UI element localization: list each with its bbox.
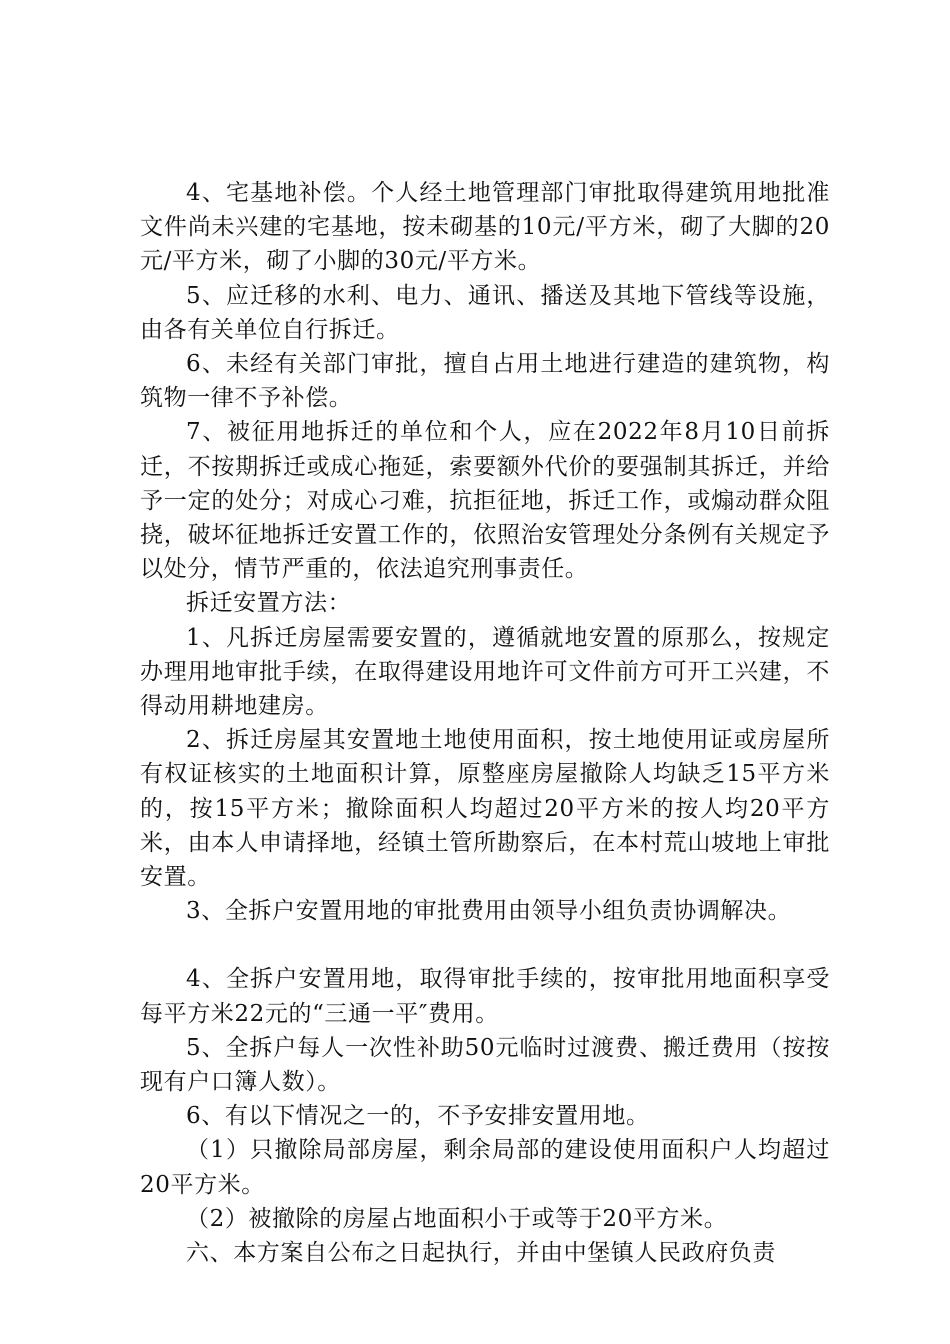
paragraph-demolition-deadline: 7、被征用地拆迁的单位和个人，应在2022年8月10日前拆迁，不按期拆迁或成心拖延，索要额外代价的要强制其拆迁，并给予一定的处分；对成心刁难，抗拒征地，拆迁工作，或煽动群众阻挠，破坏征地拆迁安置工作的，依照治安管理处分条例有关规定予以处分，情节严重的，依法追究刑事责任。 bbox=[140, 419, 830, 583]
paragraph-unauthorized-buildings: 6、未经有关部门审批，擅自占用土地进行建造的建筑物，构筑物一律不予补偿。 bbox=[140, 351, 830, 412]
paragraph-homestead-compensation: 4、宅基地补偿。个人经土地管理部门审批取得建筑用地批准文件尚未兴建的宅基地，按未砌基的10元/平方米，砌了大脚的20元/平方米，砌了小脚的30元/平方米。 bbox=[140, 180, 830, 275]
document-body bbox=[140, 176, 830, 1270]
paragraph-resettlement-6: 6、有以下情况之一的，不予安排安置用地。 bbox=[186, 1103, 650, 1130]
paragraph-resettlement-4: 4、全拆户安置用地，取得审批手续的，按审批用地面积享受每平方米22元的“三通一平″费用。 bbox=[140, 966, 830, 1027]
paragraph-resettlement-2: 2、拆迁房屋其安置地土地使用面积，按土地使用证或房屋所有权证核实的土地面积计算，原整座房屋撤除人均缺乏15平方米的，按15平方米；撤除面积人均超过20平方米的按人均20平方米，由本人申请择地，经镇土管所勘察后，在本村荒山坡地上审批安置。 bbox=[140, 727, 830, 891]
paragraph-resettlement-5: 5、全拆户每人一次性补助50元临时过渡费、搬迁费用（按按现有户口簿人数）。 bbox=[140, 1034, 830, 1096]
paragraph-section-six: 六、本方案自公布之日起执行，并由中堡镇人民政府负责 bbox=[186, 1240, 776, 1267]
paragraph-resettlement-1: 1、凡拆迁房屋需要安置的，遵循就地安置的原那么，按规定办理用地审批手续，在取得建设用地许可文件前方可开工兴建，不得动用耕地建房。 bbox=[140, 624, 830, 720]
section-heading-resettlement: 拆迁安置方法： bbox=[186, 590, 352, 617]
paragraph-exception-1: （1）只撤除局部房屋，剩余局部的建设使用面积户人均超过20平方米。 bbox=[140, 1137, 830, 1198]
paragraph-exception-2: （2）被撤除的房屋占地面积小于或等于20平方米。 bbox=[186, 1205, 728, 1232]
paragraph-facility-relocation: 5、应迁移的水利、电力、通讯、播送及其地下管线等设施，由各有关单位自行拆迁。 bbox=[140, 282, 830, 343]
paragraph-resettlement-3: 3、全拆户安置用地的审批费用由领导小组负责协调解决。 bbox=[186, 898, 792, 925]
